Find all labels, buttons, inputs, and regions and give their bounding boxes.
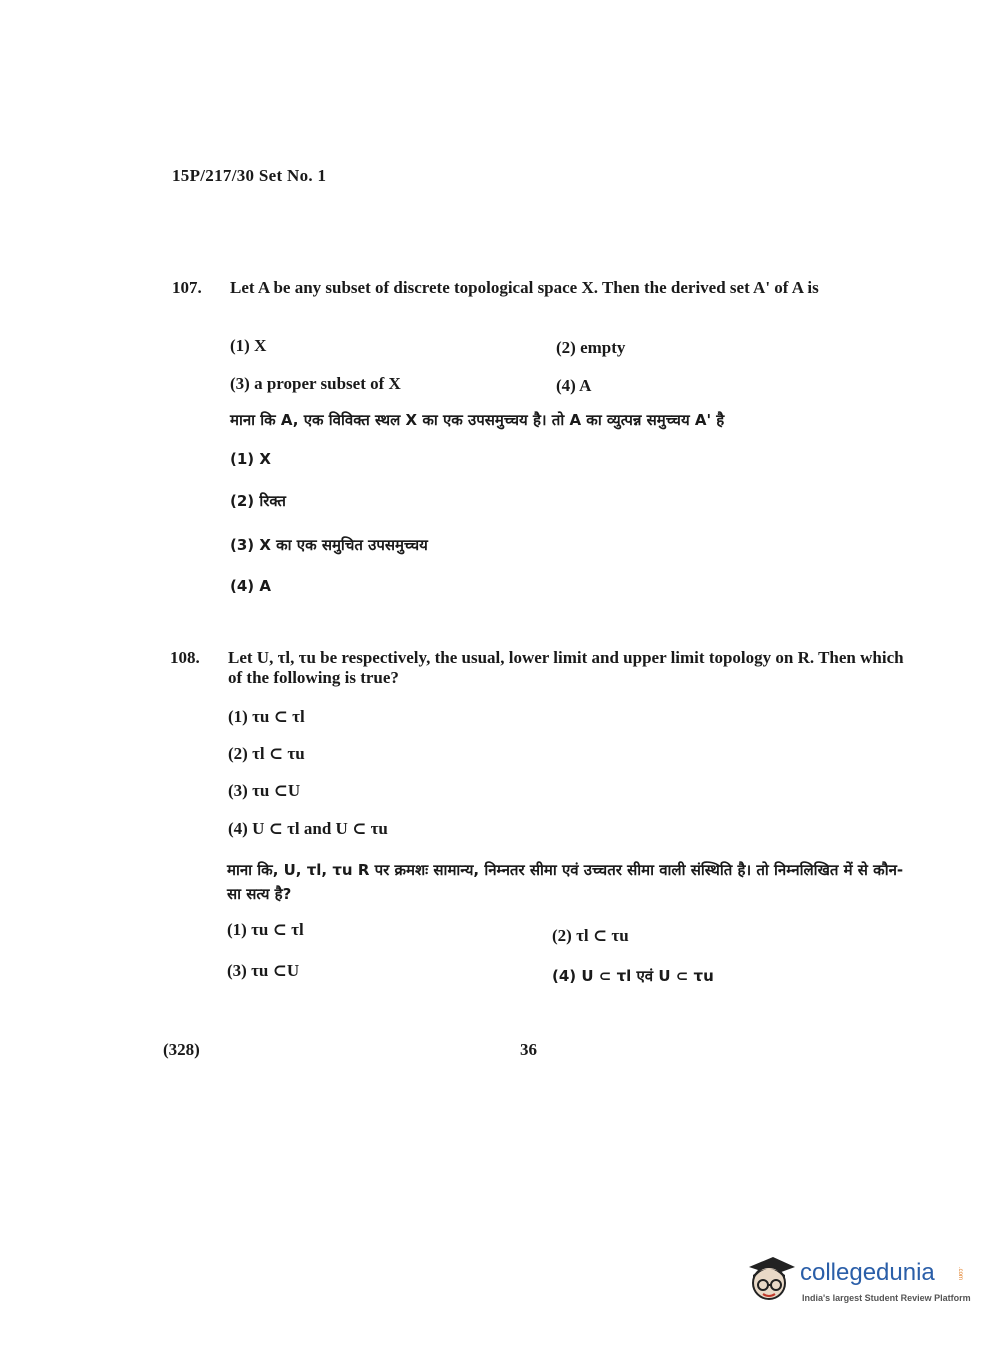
- q108-option-1: (1) τu ⊂ τl: [228, 707, 305, 726]
- q107-hindi-option-1: (1) X: [230, 450, 271, 468]
- page-number: 36: [520, 1040, 537, 1059]
- paper-code: 15P/217/30 Set No. 1: [172, 166, 327, 185]
- logo-suffix: .com: [957, 1267, 963, 1281]
- q107-option-3: (3) a proper subset of X: [230, 374, 401, 393]
- q107-hindi-option-3: (3) X का एक समुचित उपसमुच्चय: [230, 536, 428, 554]
- q108-hindi-option-1: (1) τu ⊂ τl: [227, 920, 304, 939]
- logo-tagline: India's largest Student Review Platform: [802, 1293, 971, 1303]
- q107-hindi-text: माना कि A, एक विविक्त स्थल X का एक उपसमुच्चय है। तो A का व्युत्पन्न समुच्चय A' है: [230, 411, 725, 429]
- q107-option-1: (1) X: [230, 336, 267, 355]
- q107-option-2: (2) empty: [556, 338, 626, 357]
- q107-hindi-option-4: (4) A: [230, 577, 271, 595]
- footer-code: (328): [163, 1040, 200, 1059]
- question-number-108: 108.: [170, 648, 200, 667]
- logo-wordmark: collegedunia: [800, 1259, 935, 1286]
- q107-option-4: (4) A: [556, 376, 592, 395]
- q107-hindi-option-2: (2) रिक्त: [230, 492, 286, 510]
- mascot-icon: [743, 1253, 799, 1309]
- q108-option-2: (2) τl ⊂ τu: [228, 744, 305, 763]
- q108-hindi-option-2: (2) τl ⊂ τu: [552, 926, 629, 945]
- question-text-107: Let A be any subset of discrete topological space X. Then the derived set A' of A is: [230, 278, 819, 297]
- collegedunia-logo: [743, 1253, 973, 1313]
- q108-option-4: (4) U ⊂ τl and U ⊂ τu: [228, 819, 388, 838]
- q108-hindi-option-4: (4) U ⊂ τl एवं U ⊂ τu: [552, 967, 714, 985]
- q108-hindi-option-3: (3) τu ⊂U: [227, 961, 300, 980]
- question-number-107: 107.: [172, 278, 202, 297]
- question-text-108: Let U, τl, τu be respectively, the usual, lower limit and upper limit topology on R. Then which of the following is true?: [228, 648, 904, 687]
- q108-hindi-text: माना कि, U, τl, τu R पर क्रमशः सामान्य, निम्नतर सीमा एवं उच्चतर सीमा वाली संस्थिति है। तो निम्नलिखित में से कौन-सा सत्य है?: [227, 861, 904, 903]
- q108-option-3: (3) τu ⊂U: [228, 781, 301, 800]
